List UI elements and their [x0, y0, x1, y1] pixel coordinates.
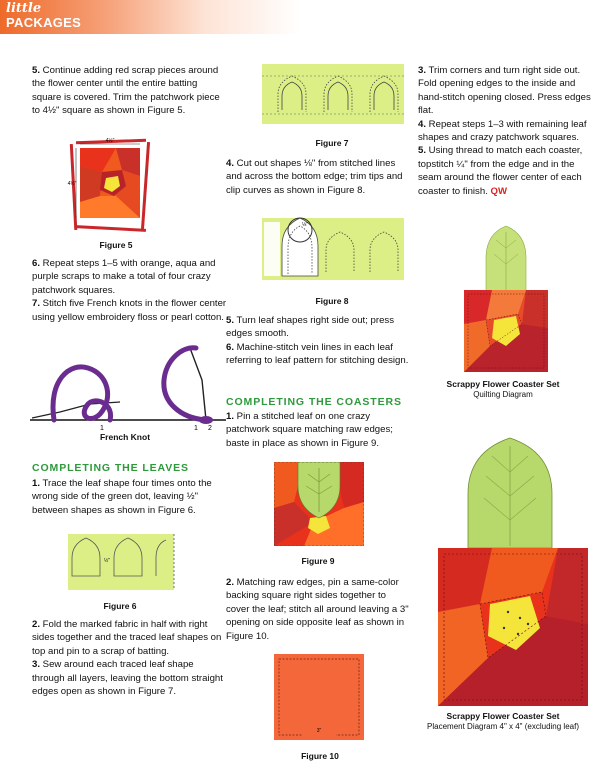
- knot-label-1: 1: [100, 425, 104, 430]
- placement-diagram-subtitle: Placement Diagram 4" x 4" (excluding leaf): [427, 722, 579, 731]
- knot-label-1b: 1: [194, 425, 198, 430]
- header-bar: [0, 0, 600, 34]
- thread-loop-2: [164, 348, 206, 420]
- fig5-dim-side: 4½": [67, 181, 77, 187]
- fig9-caption: Figure 9: [301, 556, 335, 566]
- fig5-caption: Figure 5: [99, 240, 133, 250]
- french-knot-illustration: [30, 340, 230, 430]
- french-knot-caption: French Knot: [99, 432, 151, 442]
- figure-8: [262, 206, 404, 280]
- quilting-diagram-title: Scrappy Flower Coaster Set: [446, 379, 560, 389]
- col1-step5: 5. Continue adding red scrap pieces around the flower center until the entire batting square is covered. Trim the patchwork piece to 4½" square as shown in Figure 5.: [32, 65, 220, 117]
- fig8-caption: Figure 8: [315, 296, 349, 306]
- col1-leaves1: 1. Trace the leaf shape four times onto the wrong side of the green dot, leaving ½" between shapes as shown in Figure 6.: [32, 478, 212, 516]
- figure-7: [262, 64, 404, 124]
- placement-diagram: [430, 436, 590, 708]
- col3-steps: 3. Trim corners and turn right side out. Fold opening edges to the inside and hand-stitch opening closed. Press edges flat. 4. Repeat steps 1–3 with remaining leaf shapes and crazy patchwork squares. 5. Using thread to match each coaster, topstitch ¼" from the edge and in the seam around the flower center of each coaster to finish. QW: [418, 65, 591, 197]
- qw-end-mark: QW: [490, 185, 508, 197]
- col2-step5-6: 5. Turn leaf shapes right side out; press edges smooth. 6. Machine-stitch vein lines in each leaf referring to leaf pattern for stitching design.: [226, 315, 409, 367]
- needle-2: [190, 348, 206, 420]
- fig6-caption: Figure 6: [103, 601, 137, 611]
- fig5-dim-top: 4½": [105, 138, 115, 144]
- quilting-diagram-subtitle: Quilting Diagram: [473, 390, 533, 399]
- figure-10: [274, 654, 364, 740]
- fig6-dim: ½": [104, 558, 110, 564]
- col1-step6-7: 6. Repeat steps 1–5 with orange, aqua and purple scraps to make a total of four crazy patchwork squares. 7. Stitch five French knots in the flower center using yellow embroidery floss or pearl cotton.: [32, 258, 227, 323]
- fig10-dim: 3": [316, 728, 322, 734]
- quilting-diagram: [456, 224, 552, 374]
- logo-little: little: [6, 1, 42, 16]
- heading-completing-leaves: COMPLETING THE LEAVES: [32, 462, 189, 474]
- knot-wrap: [199, 416, 213, 424]
- logo-packages: PACKAGES: [6, 15, 82, 30]
- fig8-dim: ⅛": [302, 222, 308, 228]
- placement-diagram-title: Scrappy Flower Coaster Set: [446, 711, 560, 721]
- col2-coasters1: 1. Pin a stitched leaf on one crazy patchwork square matching raw edges; baste in place as shown in Figure 9.: [226, 411, 393, 449]
- knot-label-2: 2: [208, 425, 212, 430]
- col2-coasters2: 2. Matching raw edges, pin a same-color backing square right sides together to cover the leaf; stitch all around leaving a 3" opening on side opposite leaf as shown in Figure 10.: [226, 577, 409, 642]
- figure-6: [68, 534, 178, 590]
- figure-5: [66, 136, 154, 234]
- fig7-caption: Figure 7: [315, 138, 349, 148]
- figure-9: [274, 462, 364, 546]
- col2-step4: 4. Cut out shapes ⅛" from stitched lines and across the bottom edge; trim tips and clip curves as shown in Figure 8.: [226, 158, 403, 196]
- col1-leaves2-3: 2. Fold the marked fabric in half with right sides together and the traced leaf shapes on top and pin to a scrap of batting. 3. Sew around each traced leaf shape through all layers, leaving the bottom straight edges open as shown in Figure 7.: [32, 619, 223, 698]
- heading-completing-coasters: COMPLETING THE COASTERS: [226, 396, 402, 408]
- fig10-caption: Figure 10: [301, 751, 339, 761]
- fig7-fabric: [262, 64, 404, 124]
